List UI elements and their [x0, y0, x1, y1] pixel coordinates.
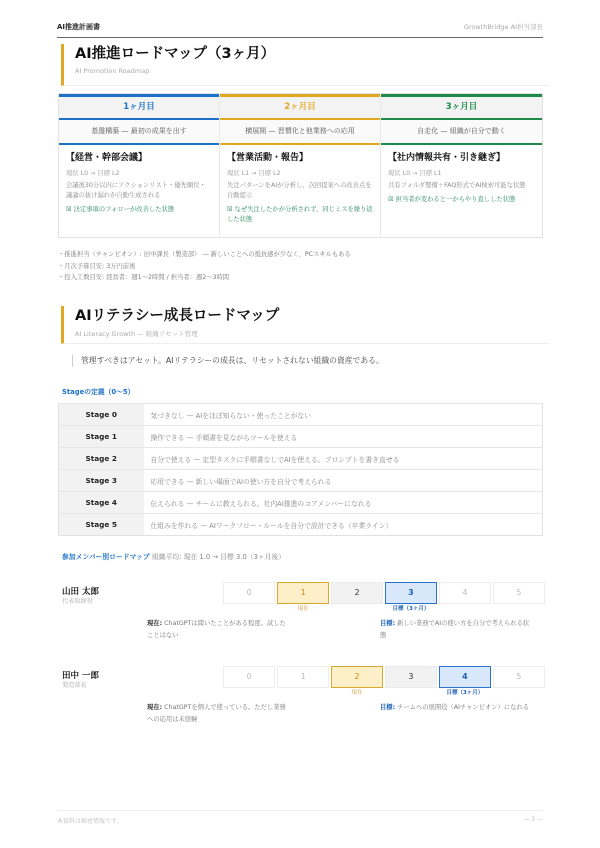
stage-name: Stage 2	[59, 448, 144, 470]
current-status-text	[147, 702, 287, 726]
member-role: 製造部長	[62, 682, 87, 689]
section-title: AIリテラシー成長ロードマップ	[75, 308, 280, 324]
stage-description: 自分で使える — 定型タスクに手順書なしでAIを使える。プロンプトを書き直せる	[144, 448, 543, 470]
stage-cell-1: 1	[277, 666, 329, 688]
stage-name: Stage 4	[59, 492, 144, 514]
stage-description: 操作できる — 手順書を見ながらツールを使える	[144, 426, 543, 448]
page-number: — 3 —	[523, 816, 543, 823]
stage-cell-3: 3	[385, 666, 437, 688]
now-text: ChatGPTは聞いたことがある程度。試したことはない	[147, 620, 286, 639]
stage-name: Stage 3	[59, 470, 144, 492]
page-footer	[57, 810, 543, 825]
focus-area: 【社内情報共有・引き継ぎ】	[388, 153, 506, 163]
roadmap-column-month-1	[59, 94, 220, 237]
table-row	[59, 448, 543, 470]
roadmap-column-month-3	[381, 94, 542, 237]
target-tag: 目標（3ヶ月）	[446, 690, 484, 696]
goal-text: チームへの展開役（AIチャンピオン）になれる	[395, 704, 530, 711]
phase-label: 横展開 — 習慣化と他業務への応用	[220, 118, 380, 143]
stage-cell-3-target	[385, 582, 437, 612]
stage-cell-5: 5	[493, 582, 545, 604]
stage-description: 伝えられる — チームに教えられる。社内AI推進のコアメンバーになれる	[144, 492, 543, 514]
section-roadmap-heading	[61, 44, 549, 86]
stage-number: 3	[408, 588, 414, 597]
goal-description: 共有フォルダ整備＋FAQ形式でAI検索可能な状態	[388, 182, 526, 189]
table-row	[59, 514, 543, 536]
roadmap-card	[220, 143, 380, 237]
stage-name: Stage 0	[59, 404, 144, 426]
level-change: 現状 L0 → 目標 L2	[66, 170, 120, 177]
goal-label: 目標:	[380, 704, 396, 711]
month-header: 3ヶ月目	[381, 94, 542, 118]
improved-state: ☒ 決定事項のフォローが改善した状態	[66, 206, 175, 213]
level-change: 現状 L1 → 目標 L2	[227, 170, 281, 177]
improved-state: ☒ なぜ失注したかが分析されず、同じミスを繰り返した状態	[227, 206, 373, 223]
now-label: 現在:	[147, 620, 163, 627]
stage-name: Stage 5	[59, 514, 144, 536]
note-champion: ・ 推進担当（チャンピオン）: 田中課長（製造部） — 新しいことへの抵抗感が少なく、PCスキルもある	[58, 249, 351, 261]
stage-number: 4	[462, 672, 468, 681]
goal-description: 失注パターンをAIが分析し、次回提案への改善点を自動提示	[227, 182, 372, 199]
improved-state: ☒ 担当者が変わると一からやり直しした状態	[388, 196, 516, 203]
goal-text: 新しい業務でAIの使い方を自分で考えられる状態	[380, 620, 530, 639]
roadmap-column-month-2	[220, 94, 381, 237]
stage-description: 気づきなし — AIをほぼ知らない・使ったことがない	[144, 404, 543, 426]
stage-cell-0: 0	[223, 582, 275, 604]
org-average-summary: 組織平均: 現在 1.0 → 目標 3.0（3ヶ月後）	[152, 553, 286, 561]
table-row	[59, 426, 543, 448]
section-subtitle: AI Literacy Growth — 組織アセット管理	[75, 330, 198, 338]
stage-cell-5: 5	[493, 666, 545, 688]
section-subtitle: AI Promotion Roadmap	[75, 67, 150, 75]
stage-track	[223, 666, 545, 696]
current-status-text	[147, 618, 287, 642]
member-role: 代表取締役	[62, 598, 93, 605]
target-tag: 目標（3ヶ月）	[392, 606, 430, 612]
section-literacy-heading	[61, 306, 549, 344]
stage-cell-2: 2	[331, 582, 383, 604]
phase-label: 基盤構築 — 最初の成果を出す	[59, 118, 219, 143]
key-message-quote: 管理すべきはアセット。AIリテラシーの成長は、リセットされない組織の資産である。	[72, 355, 384, 367]
stage-cell-2-current	[331, 666, 383, 696]
stage-cell-4-target	[439, 666, 491, 696]
now-label: 現在:	[147, 704, 163, 711]
current-tag: 現在	[297, 606, 309, 612]
stage-cell-4: 4	[439, 582, 491, 604]
page-header	[57, 22, 543, 38]
member-name: 田中 一郎	[62, 671, 99, 681]
note-budget: ・ 月次予算目安: 3万円前後	[58, 261, 351, 273]
level-change: 現状 L0 → 目標 L1	[388, 170, 442, 177]
section-title: AI推進ロードマップ（3ヶ月）	[75, 46, 276, 62]
stage-description: 仕組みを作れる — AIワークフロー・ルールを自分で設計できる（卒業ライン）	[144, 514, 543, 536]
stage-cell-0: 0	[223, 666, 275, 688]
focus-area: 【経営・幹部会議】	[66, 153, 148, 163]
phase-label: 自走化 — 組織が自分で動く	[381, 118, 542, 143]
goal-description: 会議後30分以内にアクションリスト・優先順位・議論の抜け漏れが自動生成される	[66, 182, 206, 199]
stage-description: 応用できる — 新しい場面でAIの使い方を自分で考えられる	[144, 470, 543, 492]
member-roadmap-label	[62, 551, 285, 561]
roadmap-card	[59, 143, 219, 237]
table-row	[59, 470, 543, 492]
goal-status-text	[380, 702, 530, 714]
stage-name: Stage 1	[59, 426, 144, 448]
goal-label: 目標:	[380, 620, 396, 627]
roadmap-card	[381, 143, 542, 237]
confidential-notice: 本資料は秘密情報です。	[57, 818, 123, 825]
now-text: ChatGPTを個人で使っている。ただし業務への応用は未経験	[147, 704, 286, 723]
stage-cell-1-current	[277, 582, 329, 612]
stage-definition-table	[58, 403, 543, 536]
notes-list	[58, 249, 351, 284]
stage-number: 2	[354, 672, 360, 681]
note-workload: ・ 投入工数目安: 経営者：週1〜2時間 / 担当者：週2〜3時間	[58, 272, 351, 284]
table-row	[59, 404, 543, 426]
focus-area: 【営業活動・報告】	[227, 153, 309, 163]
month-header: 1ヶ月目	[59, 94, 219, 118]
author-label: GrowthBridge AI担当部長	[463, 23, 543, 31]
member-name: 山田 太郎	[62, 587, 99, 597]
stage-definition-label: Stageの定義（0〜5）	[62, 388, 135, 396]
stage-number: 1	[300, 588, 306, 597]
roadmap-table	[58, 93, 543, 238]
month-header: 2ヶ月目	[220, 94, 380, 118]
current-tag: 現在	[351, 690, 363, 696]
member-roadmap-title: 参加メンバー別ロードマップ	[62, 553, 150, 561]
document-title: AI推進計画書	[57, 23, 101, 31]
goal-status-text	[380, 618, 530, 642]
stage-track	[223, 582, 545, 612]
table-row	[59, 492, 543, 514]
